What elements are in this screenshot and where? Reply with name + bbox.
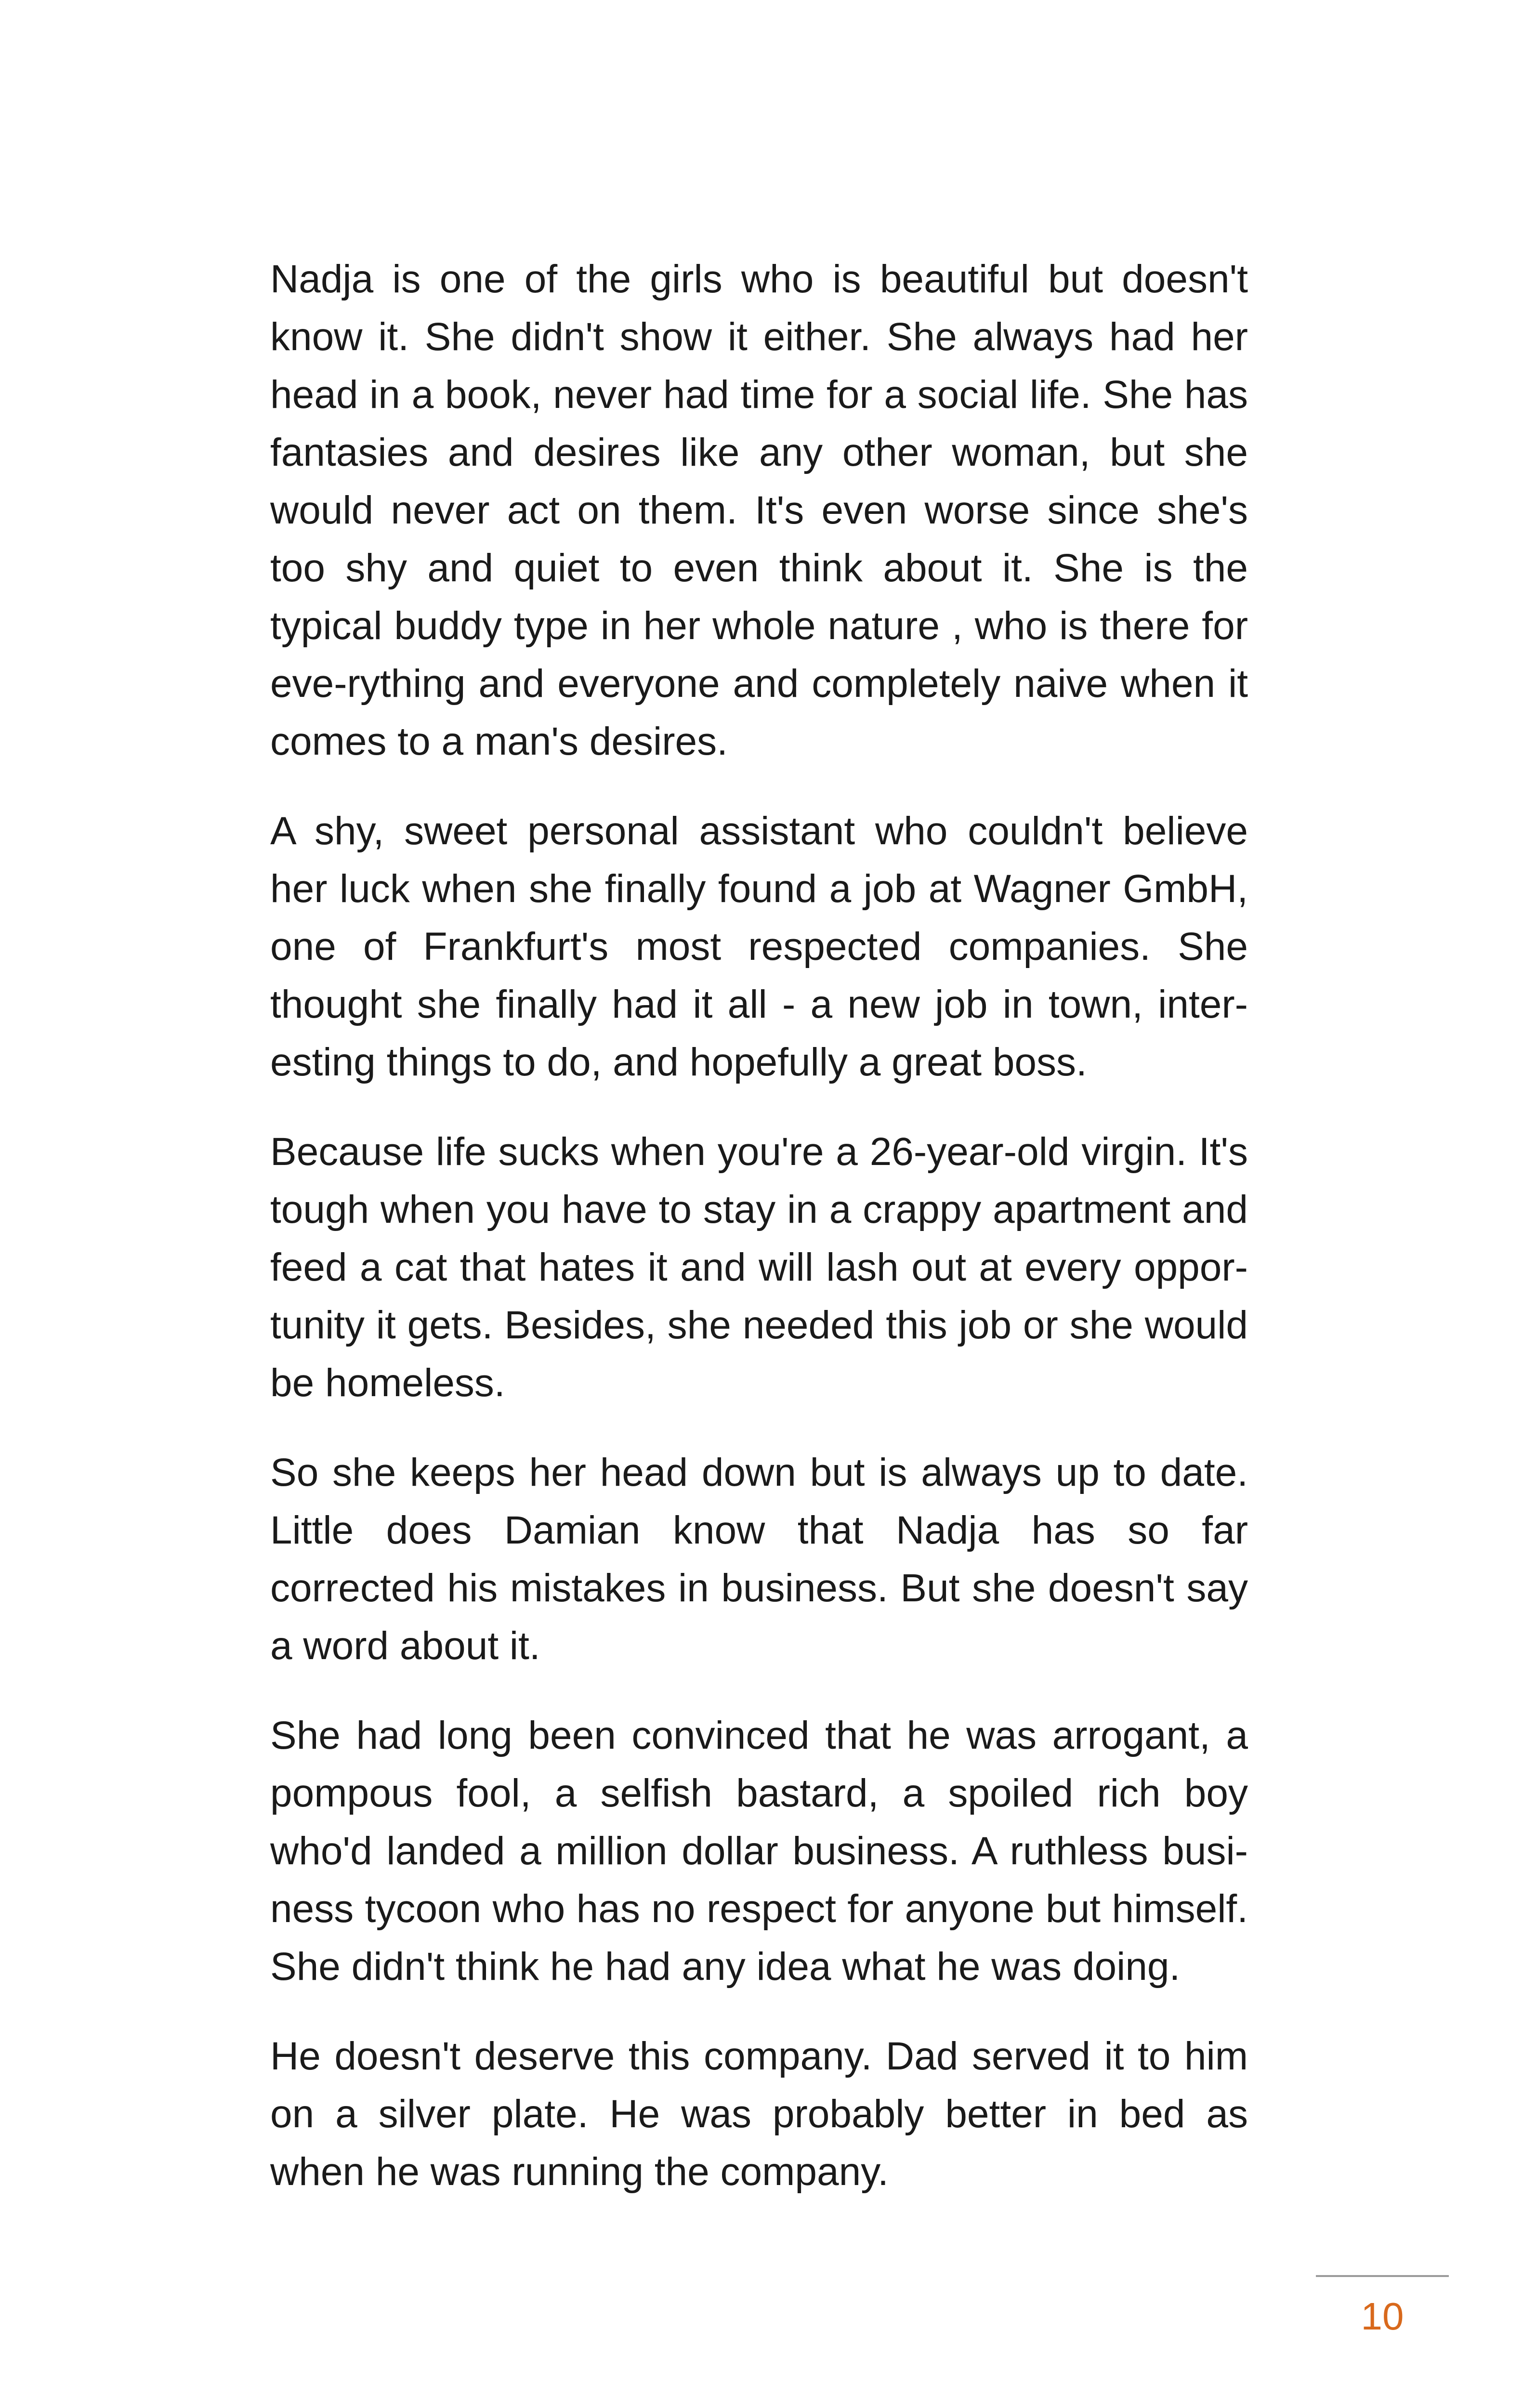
paragraph-6: He doesn't deserve this company. Dad served it to him on a silver plate. He was probably better in bed as when he was running the company. [270,2034,1248,2194]
paragraph-2: A shy, sweet personal assistant who couldn't believe her luck when she finally found a job at Wagner GmbH, one of Frankfurt's most respected companies. She thought she finally had it all - a new job in town, inter-esting things to do, and hopefully a great boss. [270,809,1248,1084]
paragraph-4: So she keeps her head down but is always up to date. Little does Damian know that Nadja has so far corrected his mistakes in business. But she doesn't say a word about it. [270,1451,1248,1668]
paragraph-3: Because life sucks when you're a 26-year-old virgin. It's tough when you have to stay in a crappy apartment and feed a cat that hates it and will lash out at every oppor-tunity it gets. Besides, she needed this job or she would be homeless. [270,1130,1248,1405]
body-text [270,250,1248,2201]
page-number: 10 [1361,2295,1404,2338]
footer-divider [1316,2275,1449,2277]
paragraph-1: Nadja is one of the girls who is beautiful but doesn't know it. She didn't show it either. She always had her head in a book, never had time for a social life. She has fantasies and desires like any other woman, but she would never act on them. It's even worse since she's too shy and quiet to even think about it. She is the typical buddy type in her whole nature , who is there for eve-rything and everyone and completely naive when it comes to a man's desires. [270,257,1248,763]
paragraph-5: She had long been convinced that he was arrogant, a pompous fool, a selfish bastard, a spoiled rich boy who'd landed a million dollar business. A ruthless busi-ness tycoon who has no respect for anyone but himself. She didn't think he had any idea what he was doing. [270,1714,1248,1989]
